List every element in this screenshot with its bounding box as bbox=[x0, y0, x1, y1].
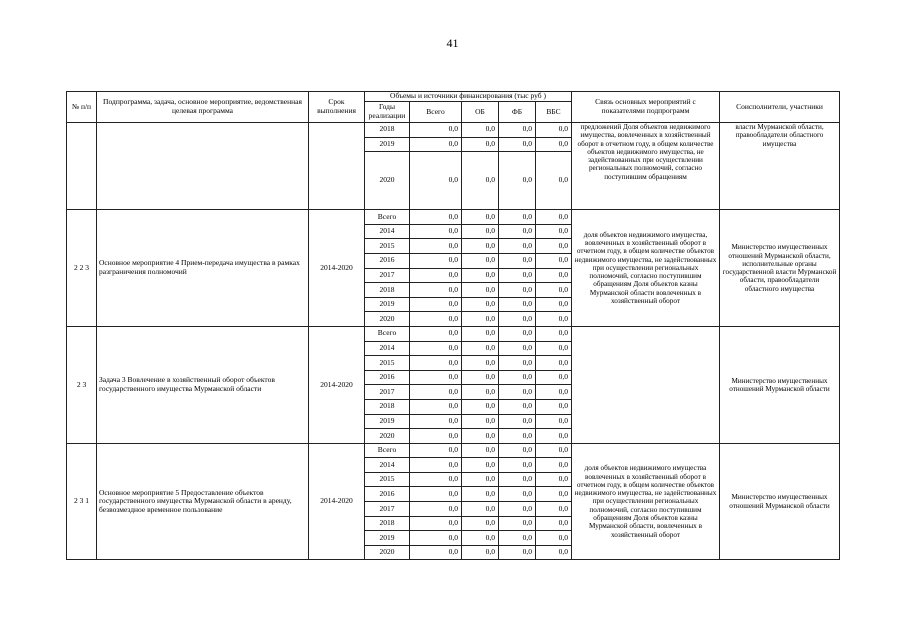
value-vbs: 0,0 bbox=[536, 253, 572, 268]
year-cell: 2015 bbox=[365, 239, 410, 254]
value-ob: 0,0 bbox=[462, 268, 499, 283]
row-num-cell: 2 2 3 bbox=[67, 210, 97, 327]
value-vbs: 0,0 bbox=[536, 326, 572, 341]
value-fb: 0,0 bbox=[499, 458, 536, 473]
value-total: 0,0 bbox=[410, 297, 462, 312]
value-vbs: 0,0 bbox=[536, 531, 572, 546]
value-ob: 0,0 bbox=[462, 516, 499, 531]
value-vbs: 0,0 bbox=[536, 152, 572, 210]
value-fb: 0,0 bbox=[499, 326, 536, 341]
row-name-cell bbox=[97, 123, 309, 210]
value-vbs: 0,0 bbox=[536, 210, 572, 225]
value-ob: 0,0 bbox=[462, 502, 499, 517]
executors-text: власти Мурманской области, правообладатели областного имущества bbox=[720, 123, 840, 210]
header-funding: Объемы и источники финансирования (тыс руб ) bbox=[365, 92, 572, 102]
header-term: Срок выполнения bbox=[309, 92, 365, 123]
executors-text: Министерство имущественных отношений Мурманской области bbox=[720, 443, 840, 560]
year-cell: 2014 bbox=[365, 341, 410, 356]
row-term-cell: 2014-2020 bbox=[309, 326, 365, 443]
value-total: 0,0 bbox=[410, 239, 462, 254]
year-cell: 2014 bbox=[365, 224, 410, 239]
value-ob: 0,0 bbox=[462, 253, 499, 268]
page-number: 41 bbox=[446, 36, 459, 50]
value-fb: 0,0 bbox=[499, 123, 536, 138]
value-total: 0,0 bbox=[410, 472, 462, 487]
value-total: 0,0 bbox=[410, 152, 462, 210]
year-cell: Всего bbox=[365, 210, 410, 225]
header-years: Годы реализации bbox=[365, 102, 410, 123]
value-vbs: 0,0 bbox=[536, 123, 572, 138]
value-total: 0,0 bbox=[410, 385, 462, 400]
block-2-3 bbox=[67, 326, 840, 443]
value-vbs: 0,0 bbox=[536, 224, 572, 239]
year-cell: 2016 bbox=[365, 487, 410, 502]
value-fb: 0,0 bbox=[499, 341, 536, 356]
value-fb: 0,0 bbox=[499, 297, 536, 312]
value-fb: 0,0 bbox=[499, 210, 536, 225]
value-total: 0,0 bbox=[410, 399, 462, 414]
value-fb: 0,0 bbox=[499, 356, 536, 371]
value-ob: 0,0 bbox=[462, 239, 499, 254]
value-total: 0,0 bbox=[410, 326, 462, 341]
year-cell: 2018 bbox=[365, 123, 410, 138]
year-cell: 2018 bbox=[365, 516, 410, 531]
value-fb: 0,0 bbox=[499, 516, 536, 531]
value-total: 0,0 bbox=[410, 268, 462, 283]
year-cell: 2015 bbox=[365, 356, 410, 371]
row-name-cell: Задача 3 Вовлечение в хозяйственный оборот объектов государственного имущества Мурманской области bbox=[97, 326, 309, 443]
row-term-cell bbox=[309, 123, 365, 210]
value-total: 0,0 bbox=[410, 341, 462, 356]
value-vbs: 0,0 bbox=[536, 297, 572, 312]
value-ob: 0,0 bbox=[462, 399, 499, 414]
year-cell: 2019 bbox=[365, 137, 410, 152]
year-cell: 2017 bbox=[365, 268, 410, 283]
value-vbs: 0,0 bbox=[536, 472, 572, 487]
year-cell: 2017 bbox=[365, 502, 410, 517]
value-fb: 0,0 bbox=[499, 268, 536, 283]
value-total: 0,0 bbox=[410, 370, 462, 385]
value-fb: 0,0 bbox=[499, 545, 536, 560]
value-vbs: 0,0 bbox=[536, 502, 572, 517]
value-total: 0,0 bbox=[410, 123, 462, 138]
value-fb: 0,0 bbox=[499, 137, 536, 152]
row-name-cell: Основное мероприятие 5 Предоставление объектов государственного имущества Мурманской области в аренду, безвозмездное временное пользование bbox=[97, 443, 309, 560]
year-cell: Всего bbox=[365, 326, 410, 341]
value-vbs: 0,0 bbox=[536, 399, 572, 414]
value-vbs: 0,0 bbox=[536, 516, 572, 531]
value-ob: 0,0 bbox=[462, 123, 499, 138]
year-cell: 2020 bbox=[365, 312, 410, 327]
value-fb: 0,0 bbox=[499, 370, 536, 385]
financing-table bbox=[66, 91, 840, 560]
header-ob: ОБ bbox=[462, 102, 499, 123]
value-ob: 0,0 bbox=[462, 487, 499, 502]
year-cell: 2018 bbox=[365, 399, 410, 414]
header-fb: ФБ bbox=[499, 102, 536, 123]
value-ob: 0,0 bbox=[462, 458, 499, 473]
year-cell: 2018 bbox=[365, 283, 410, 298]
row-num-cell: 2 3 bbox=[67, 326, 97, 443]
value-ob: 0,0 bbox=[462, 137, 499, 152]
value-total: 0,0 bbox=[410, 516, 462, 531]
value-fb: 0,0 bbox=[499, 531, 536, 546]
value-vbs: 0,0 bbox=[536, 487, 572, 502]
value-ob: 0,0 bbox=[462, 210, 499, 225]
value-fb: 0,0 bbox=[499, 385, 536, 400]
value-fb: 0,0 bbox=[499, 443, 536, 458]
table-row bbox=[67, 123, 840, 138]
value-fb: 0,0 bbox=[499, 253, 536, 268]
link-text: доля объектов недвижимого имущества вовлеченных в хозяйственный оборот в отчетном году, в общем количестве объектов недвижимого имущества, не задействованных при осуществлении региональных полномочий, согласно поступившим обращениям Доля объектов казны Мурманской области, вовлеченных в хозяйственный оборот bbox=[572, 443, 720, 560]
block-2-3-1 bbox=[67, 443, 840, 560]
executors-text: Министерство имущественных отношений Мурманской области bbox=[720, 326, 840, 443]
value-fb: 0,0 bbox=[499, 399, 536, 414]
header-program: Подпрограмма, задача, основное мероприятие, ведомственная целевая программа bbox=[97, 92, 309, 123]
table-row bbox=[67, 326, 840, 341]
value-vbs: 0,0 bbox=[536, 341, 572, 356]
value-fb: 0,0 bbox=[499, 429, 536, 444]
executors-text: Министерство имущественных отношений Мурманской области, исполнительные органы государственной власти Мурманской области, правообладатели областного имущества bbox=[720, 210, 840, 327]
value-fb: 0,0 bbox=[499, 472, 536, 487]
value-vbs: 0,0 bbox=[536, 545, 572, 560]
value-fb: 0,0 bbox=[499, 312, 536, 327]
value-vbs: 0,0 bbox=[536, 414, 572, 429]
value-vbs: 0,0 bbox=[536, 137, 572, 152]
link-text bbox=[572, 326, 720, 443]
value-total: 0,0 bbox=[410, 414, 462, 429]
value-ob: 0,0 bbox=[462, 283, 499, 298]
header-link: Связь основных мероприятий с показателями подпрограмм bbox=[572, 92, 720, 123]
value-vbs: 0,0 bbox=[536, 458, 572, 473]
value-fb: 0,0 bbox=[499, 414, 536, 429]
year-cell: 2016 bbox=[365, 370, 410, 385]
value-fb: 0,0 bbox=[499, 502, 536, 517]
block-2-2-3 bbox=[67, 210, 840, 327]
value-total: 0,0 bbox=[410, 283, 462, 298]
row-term-cell: 2014-2020 bbox=[309, 443, 365, 560]
value-ob: 0,0 bbox=[462, 341, 499, 356]
row-num-cell bbox=[67, 123, 97, 210]
table-row bbox=[67, 210, 840, 225]
value-total: 0,0 bbox=[410, 137, 462, 152]
year-cell: 2015 bbox=[365, 472, 410, 487]
value-ob: 0,0 bbox=[462, 443, 499, 458]
value-ob: 0,0 bbox=[462, 297, 499, 312]
value-total: 0,0 bbox=[410, 458, 462, 473]
value-total: 0,0 bbox=[410, 487, 462, 502]
year-cell: 2019 bbox=[365, 414, 410, 429]
value-ob: 0,0 bbox=[462, 385, 499, 400]
value-total: 0,0 bbox=[410, 502, 462, 517]
value-total: 0,0 bbox=[410, 531, 462, 546]
value-total: 0,0 bbox=[410, 545, 462, 560]
value-ob: 0,0 bbox=[462, 370, 499, 385]
value-total: 0,0 bbox=[410, 253, 462, 268]
value-vbs: 0,0 bbox=[536, 385, 572, 400]
value-fb: 0,0 bbox=[499, 487, 536, 502]
link-text: предложений Доля объектов недвижимого имущества, вовлеченных в хозяйственный оборот в отчетном году, в общем количестве объектов недвижимого имущества, не задействованных при осуществлении региональных полномочий, согласно поступившим обращениям bbox=[572, 123, 720, 210]
value-vbs: 0,0 bbox=[536, 312, 572, 327]
value-vbs: 0,0 bbox=[536, 429, 572, 444]
value-ob: 0,0 bbox=[462, 326, 499, 341]
year-cell: 2019 bbox=[365, 531, 410, 546]
value-total: 0,0 bbox=[410, 356, 462, 371]
value-ob: 0,0 bbox=[462, 414, 499, 429]
year-cell: 2019 bbox=[365, 297, 410, 312]
value-vbs: 0,0 bbox=[536, 356, 572, 371]
header-executors: Соисполнители, участники bbox=[720, 92, 840, 123]
value-vbs: 0,0 bbox=[536, 283, 572, 298]
value-fb: 0,0 bbox=[499, 239, 536, 254]
value-ob: 0,0 bbox=[462, 224, 499, 239]
year-cell: 2020 bbox=[365, 429, 410, 444]
row-term-cell: 2014-2020 bbox=[309, 210, 365, 327]
value-ob: 0,0 bbox=[462, 152, 499, 210]
value-ob: 0,0 bbox=[462, 472, 499, 487]
value-total: 0,0 bbox=[410, 224, 462, 239]
value-ob: 0,0 bbox=[462, 312, 499, 327]
value-fb: 0,0 bbox=[499, 283, 536, 298]
row-num-cell: 2 3 1 bbox=[67, 443, 97, 560]
year-cell: 2016 bbox=[365, 253, 410, 268]
value-vbs: 0,0 bbox=[536, 443, 572, 458]
value-total: 0,0 bbox=[410, 429, 462, 444]
header-vbs: ВБС bbox=[536, 102, 572, 123]
value-ob: 0,0 bbox=[462, 429, 499, 444]
year-cell: 2014 bbox=[365, 458, 410, 473]
value-fb: 0,0 bbox=[499, 224, 536, 239]
link-text: доля объектов недвижимого имущества, вовлеченных в хозяйственный оборот в отчетном году, в общем количестве объектов недвижимого имущества, не задействованных при осуществлении региональных полномочий, согласно поступившим обращениям Доля объектов казны Мурманской области вовлеченных в хозяйственный оборот bbox=[572, 210, 720, 327]
row-name-cell: Основное мероприятие 4 Прием-передача имущества в рамках разграничения полномочий bbox=[97, 210, 309, 327]
value-vbs: 0,0 bbox=[536, 239, 572, 254]
value-total: 0,0 bbox=[410, 312, 462, 327]
value-vbs: 0,0 bbox=[536, 268, 572, 283]
year-cell: 2017 bbox=[365, 385, 410, 400]
value-ob: 0,0 bbox=[462, 356, 499, 371]
year-cell: 2020 bbox=[365, 152, 410, 210]
header-total: Всего bbox=[410, 102, 462, 123]
value-total: 0,0 bbox=[410, 210, 462, 225]
year-cell: 2020 bbox=[365, 545, 410, 560]
value-fb: 0,0 bbox=[499, 152, 536, 210]
value-vbs: 0,0 bbox=[536, 370, 572, 385]
value-ob: 0,0 bbox=[462, 531, 499, 546]
year-cell: Всего bbox=[365, 443, 410, 458]
table-row bbox=[67, 443, 840, 458]
value-total: 0,0 bbox=[410, 443, 462, 458]
header-num: № п/п bbox=[67, 92, 97, 123]
value-ob: 0,0 bbox=[462, 545, 499, 560]
